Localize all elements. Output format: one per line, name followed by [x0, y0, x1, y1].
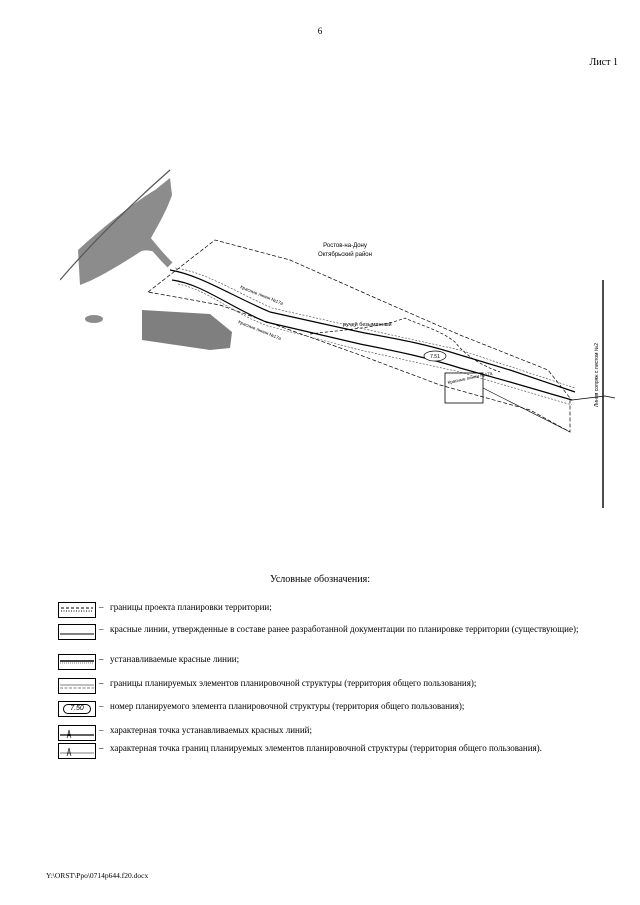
line-label-2: Красные линии №17а [237, 319, 282, 342]
legend-dash: – [99, 701, 104, 711]
legend-text: характерная точка устанавливаемых красных линий; [110, 725, 312, 735]
established-red-line-icon [58, 654, 96, 670]
stream-label: ручей безымянный [343, 322, 392, 328]
legend-item-element-number [58, 701, 598, 715]
corridor-detail-2 [178, 284, 572, 405]
element-point-icon [58, 743, 96, 759]
legend-text: границы планируемых элементов планировочной структуры (территория общего пользования); [110, 678, 477, 688]
legend-text: характерная точка границ планируемых элементов планировочной структуры (территория общего пользования). [110, 743, 542, 753]
junction-label: Линия сопряж с листом №2 [594, 342, 600, 408]
element-number: 7.51 [430, 354, 440, 360]
legend-item-established-red-lines [58, 654, 598, 668]
legend-text: номер планируемого элемента планировочной структуры (территория общего пользования); [110, 701, 465, 711]
river-shape [78, 178, 172, 285]
element-box-tail [483, 388, 570, 432]
page-number: 6 [317, 26, 323, 36]
legend-title: Условные обозначения: [269, 574, 370, 585]
planning-map [60, 160, 620, 520]
element-number-sample: 7.50 [63, 704, 91, 714]
element-number-icon [58, 701, 96, 717]
legend-item-element-point [58, 743, 598, 767]
legend-text: красные линии, утвержденные в составе ранее разработанной документации по планировке территории (существующие); [110, 624, 579, 634]
corridor-detail-1 [175, 268, 575, 388]
footer-file-path: Y:\ORST\Ppo\0714p644.f20.docx [46, 871, 149, 880]
line-label-1: Красные линии №17а [239, 284, 284, 307]
legend-dash: – [99, 743, 104, 753]
legend-dash: – [99, 602, 104, 612]
legend-dash: – [99, 725, 104, 735]
legend-item-red-line-point [58, 725, 598, 739]
existing-red-line-icon [58, 624, 96, 640]
pond-large [142, 310, 232, 350]
stream-path [310, 318, 500, 372]
red-line-south [172, 280, 572, 400]
legend-dash: – [99, 678, 104, 688]
legend-text: границы проекта планировки территории; [110, 602, 272, 612]
place-label-2: Октябрьский район [318, 252, 372, 258]
project-boundary-icon [58, 602, 96, 618]
place-label-1: Ростов-на-Дону [323, 243, 367, 249]
legend-item-existing-red-lines [58, 624, 598, 648]
element-boundary-icon [58, 678, 96, 694]
red-line-point-icon [58, 725, 96, 741]
legend-dash: – [99, 654, 104, 664]
legend-item-element-boundaries [58, 678, 598, 692]
legend-dash: – [99, 624, 104, 634]
sheet-label: Лист 1 [589, 57, 618, 68]
legend-text: устанавливаемые красные линии; [110, 654, 240, 664]
pond-small [85, 315, 103, 323]
legend-item-project-boundary [58, 602, 598, 616]
line-label-3: Красные линии №17а [447, 370, 493, 385]
